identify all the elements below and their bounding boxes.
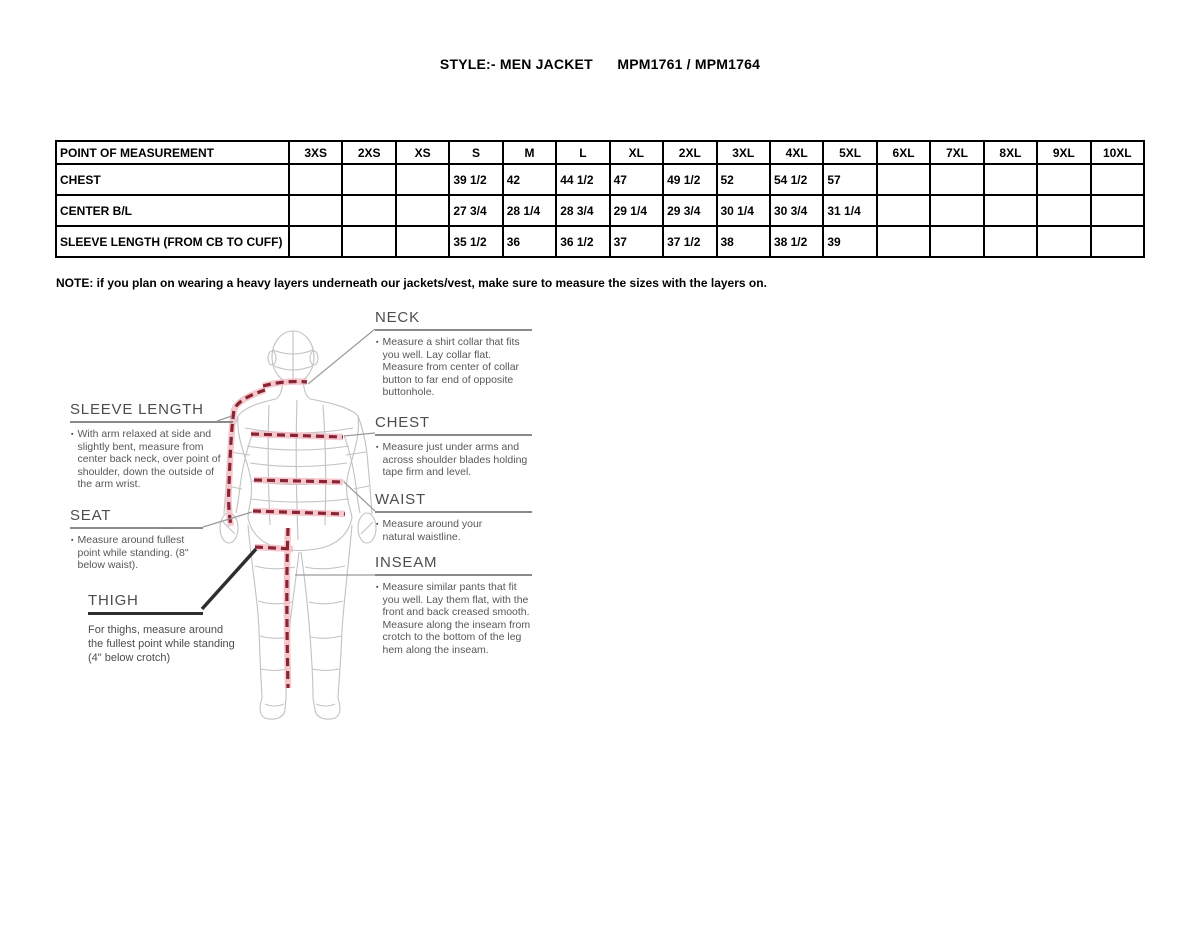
size-value-cell: 29 1/4: [610, 195, 663, 226]
table-row: [56, 164, 1144, 195]
size-chart-section: [55, 140, 1145, 258]
size-value-cell: 28 3/4: [556, 195, 609, 226]
row-label: SLEEVE LENGTH (FROM CB TO CUFF): [56, 226, 289, 257]
size-value-cell: [984, 195, 1037, 226]
size-column-header: 7XL: [930, 141, 983, 164]
chest-label-title: CHEST: [375, 414, 532, 436]
size-value-cell: 36 1/2: [556, 226, 609, 257]
inseam-label-desc: Measure similar pants that fit you well. Lay them flat, with the front and back creased smooth. Measure along the inseam from crotch to the bottom of the leg hem along the inseam.: [382, 581, 531, 656]
size-value-cell: 44 1/2: [556, 164, 609, 195]
seat-label-title: SEAT: [70, 507, 203, 529]
size-value-cell: [1091, 164, 1144, 195]
size-value-cell: [342, 164, 395, 195]
diagram-label-inseam: [375, 554, 534, 656]
neck-label-desc: Measure a shirt collar that fits you well. Lay collar flat. Measure from center of collar button to far end of opposite buttonhole.: [382, 336, 520, 398]
row-label: CENTER B/L: [56, 195, 289, 226]
bullet-icon: ▪: [376, 339, 379, 346]
sleeve-length-label-title: SLEEVE LENGTH: [70, 401, 233, 423]
size-column-header: XL: [610, 141, 663, 164]
size-value-cell: [877, 195, 930, 226]
size-value-cell: [342, 226, 395, 257]
size-value-cell: 49 1/2: [663, 164, 716, 195]
size-column-header: S: [449, 141, 502, 164]
size-column-header: 10XL: [1091, 141, 1144, 164]
size-column-header: 2XS: [342, 141, 395, 164]
size-value-cell: 38: [717, 226, 770, 257]
size-value-cell: 29 3/4: [663, 195, 716, 226]
size-value-cell: 39: [823, 226, 876, 257]
neck-label-title: NECK: [375, 309, 532, 331]
bullet-icon: ▪: [71, 537, 74, 544]
size-value-cell: [984, 226, 1037, 257]
size-value-cell: [930, 195, 983, 226]
size-value-cell: 28 1/4: [503, 195, 556, 226]
size-column-header: M: [503, 141, 556, 164]
size-chart-table: [55, 140, 1145, 258]
thigh-label-title: THIGH: [88, 592, 203, 615]
size-column-header: 4XL: [770, 141, 823, 164]
size-column-header: 9XL: [1037, 141, 1090, 164]
bullet-icon: ▪: [376, 521, 379, 528]
row-label: CHEST: [56, 164, 289, 195]
size-value-cell: [984, 164, 1037, 195]
size-value-cell: [342, 195, 395, 226]
size-value-cell: [877, 226, 930, 257]
size-value-cell: 37 1/2: [663, 226, 716, 257]
size-value-cell: 38 1/2: [770, 226, 823, 257]
size-value-cell: 36: [503, 226, 556, 257]
bullet-icon: ▪: [376, 444, 379, 451]
size-value-cell: [1037, 226, 1090, 257]
point-of-measurement-header: POINT OF MEASUREMENT: [56, 141, 289, 164]
size-column-header: 6XL: [877, 141, 930, 164]
size-value-cell: [1037, 195, 1090, 226]
size-value-cell: [1091, 226, 1144, 257]
diagram-label-seat: [70, 507, 205, 572]
size-value-cell: [396, 226, 449, 257]
bullet-icon: ▪: [376, 584, 379, 591]
sleeve-length-label-desc: With arm relaxed at side and slightly bent, measure from center back neck, over point of shoulder, down the outside of the arm wrist.: [77, 428, 221, 490]
size-value-cell: [1037, 164, 1090, 195]
size-column-header: 3XS: [289, 141, 342, 164]
size-column-header: 2XL: [663, 141, 716, 164]
size-value-cell: 30 3/4: [770, 195, 823, 226]
waist-label-title: WAIST: [375, 491, 532, 513]
bullet-icon: ▪: [71, 431, 74, 438]
size-value-cell: [289, 164, 342, 195]
chest-connector: [344, 433, 375, 436]
size-column-header: L: [556, 141, 609, 164]
diagram-label-sleeve-length: [70, 401, 233, 491]
table-row: [56, 226, 1144, 257]
size-value-cell: 54 1/2: [770, 164, 823, 195]
size-value-cell: 47: [610, 164, 663, 195]
size-value-cell: [396, 195, 449, 226]
size-value-cell: 42: [503, 164, 556, 195]
diagram-label-neck: [375, 309, 532, 399]
mannequin-wireframe: [220, 331, 379, 719]
chest-label-desc: Measure just under arms and across shoulder blades holding tape firm and level.: [382, 441, 528, 478]
size-value-cell: 57: [823, 164, 876, 195]
size-value-cell: [877, 164, 930, 195]
size-value-cell: 39 1/2: [449, 164, 502, 195]
size-value-cell: [396, 164, 449, 195]
size-column-header: 3XL: [717, 141, 770, 164]
page-title: STYLE:- MEN JACKET MPM1761 / MPM1764: [439, 56, 761, 72]
size-value-cell: 31 1/4: [823, 195, 876, 226]
seat-label-desc: Measure around fullest point while standing. (8" below waist).: [77, 534, 189, 571]
table-row: [56, 195, 1144, 226]
thigh-label-desc: For thighs, measure around the fullest point while standing (4" below crotch): [88, 624, 235, 664]
size-value-cell: [1091, 195, 1144, 226]
size-column-header: 5XL: [823, 141, 876, 164]
inseam-label-title: INSEAM: [375, 554, 532, 576]
size-value-cell: 52: [717, 164, 770, 195]
size-column-header: 8XL: [984, 141, 1037, 164]
diagram-label-chest: [375, 414, 534, 479]
size-chart-header-row: [56, 141, 1144, 164]
size-value-cell: [930, 226, 983, 257]
size-value-cell: [289, 195, 342, 226]
size-chart-body: [56, 164, 1144, 257]
size-value-cell: [289, 226, 342, 257]
diagram-label-thigh: [88, 592, 238, 665]
waist-label-desc: Measure around your natural waistline.: [382, 518, 483, 543]
size-value-cell: 30 1/4: [717, 195, 770, 226]
note-text: NOTE: if you plan on wearing a heavy layers underneath our jackets/vest, make sure to measure the sizes with the layers on.: [56, 276, 767, 290]
diagram-label-waist: [375, 491, 532, 543]
size-column-header: XS: [396, 141, 449, 164]
size-value-cell: 37: [610, 226, 663, 257]
size-value-cell: 35 1/2: [449, 226, 502, 257]
size-value-cell: 27 3/4: [449, 195, 502, 226]
size-value-cell: [930, 164, 983, 195]
